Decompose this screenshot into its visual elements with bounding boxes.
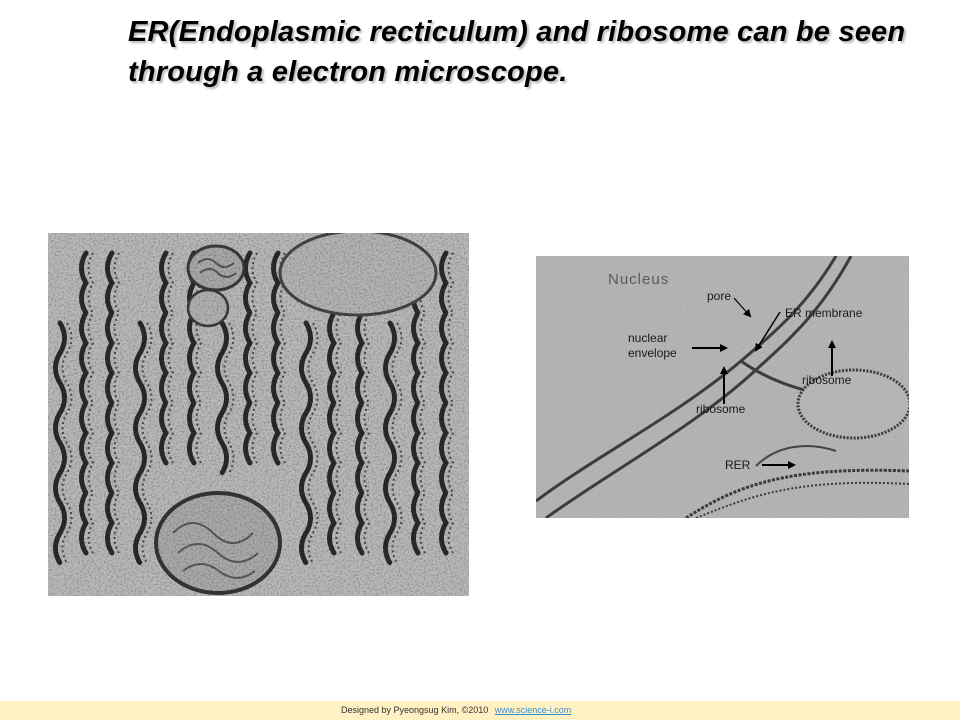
footer-bar: [0, 701, 960, 720]
rer-label: RER: [725, 458, 751, 472]
nuclear-envelope-micrograph: [536, 256, 909, 518]
ribosome-right-label: ribosome: [802, 373, 852, 387]
pore-label: pore: [707, 289, 732, 303]
er-membrane-label: ER membrane: [785, 306, 863, 320]
rough-er-micrograph: [48, 233, 469, 596]
nuclear-label: nuclear: [628, 331, 668, 345]
envelope-label: envelope: [628, 346, 677, 360]
footer-link[interactable]: www.science-i.com: [494, 705, 572, 715]
ribosome-left-label: ribosome: [696, 402, 746, 416]
footer-credit-text: Designed by Pyeongsug Kim, ©2010: [341, 705, 489, 715]
slide-title: ER(Endoplasmic recticulum) and ribosome can be seen through a electron microscope.: [128, 16, 906, 88]
rough-er-micrograph-art: [48, 233, 469, 596]
footer-credit: [341, 705, 571, 716]
nucleus-label: Nucleus: [608, 271, 670, 288]
